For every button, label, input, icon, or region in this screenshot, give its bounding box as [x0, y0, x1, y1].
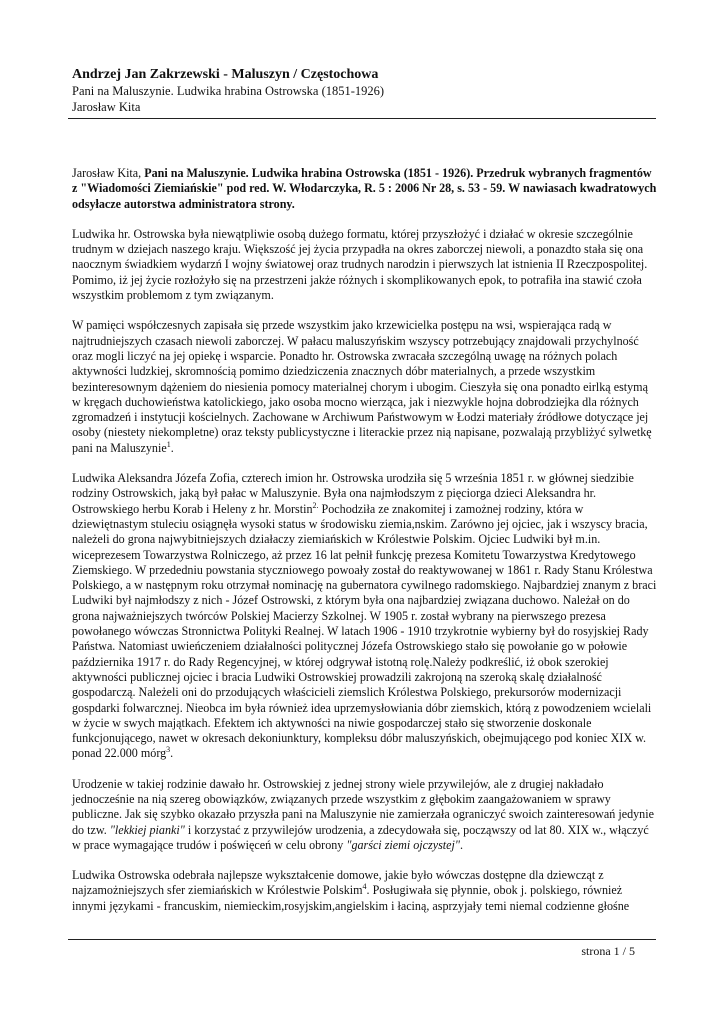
document-body	[72, 166, 658, 929]
paragraph-4-quote-2: "garści ziemi ojczystej"	[346, 837, 460, 852]
paragraph-4	[72, 777, 658, 853]
header-author: Jarosław Kita	[72, 100, 141, 114]
footnote-ref-1[interactable]: 1	[166, 439, 171, 449]
paragraph-4-text-b: i korzystać z przywilejów urodzenia, a zdecydowała się, począwszy od lat 80. XIX w., włączyć w prace wymagające trudów i poświęceń w celu obrony	[72, 822, 649, 852]
paragraph-5	[72, 868, 658, 914]
footer-divider	[68, 939, 656, 940]
paragraph-2-end: .	[170, 440, 174, 455]
paragraph-4-end: .	[459, 837, 463, 852]
header-subtitle: Pani na Maluszynie. Ludwika hrabina Ostrowska (1851-1926)	[72, 84, 385, 98]
paragraph-3-end: .	[170, 746, 174, 761]
paragraph-4-text-a: Urodzenie w takiej rodzinie dawało hr. Ostrowskiej z jednej strony wiele przywilejów, ale z drugiej nakładało jednocześnie na nią szereg obowiązków, związanych przede wszystkim z głębokim zaangażowaniem w sprawy publiczne. Jak się szybko okazało przyszła pani na Maluszynie nie zamierzała ograniczyć swoich zainteresowań jedynie do tzw.	[72, 776, 654, 837]
paragraph-3	[72, 471, 658, 762]
page-number: strona 1 / 5	[581, 944, 635, 958]
footnote-ref-2[interactable]: 2.	[312, 500, 319, 510]
document-header	[72, 66, 656, 115]
paragraph-5-text-b: . Posługiwała się płynnie, obok j. polskiego, również innymi językami - francuskim, niemieckim,rosyjskim,angielskim i łaciną, asprzyjały temi niemal codzienne głośne	[72, 883, 630, 913]
header-divider	[68, 118, 656, 119]
footnote-ref-4[interactable]: 4	[362, 882, 367, 892]
paragraph-1: Ludwika hr. Ostrowska była niewątpliwie osobą dużego formatu, której przyszłożyć i działać w okresie szczególnie trudnym w dziejach naszego kraju. Większość jej życia przypadła na okres zaborczej niewoli, a ponazdto stała się ona naocznym świadkiem wydarzń I wojny światowej oraz trudnych narodzin i pierwszych lat istnienia II Rzeczpospolitej. Pomimo, iż jej życie rozłożyło się na przestrzeni jakże różnych i skomplikowanych epok, to potrafiła ina stawić czoła wszystkim problemom z tym związanym.	[72, 226, 648, 303]
paragraph-2-text: W pamięci współczesnych zapisała się przede wszystkim jako krzewicielka postępu na wsi, wspierająca radą w najtrudniejszych czasach niewoli zaborczej. W pałacu maluszyńskim wszyscy potrzebujący znajdowali przychylność oraz mogli liczyć na jej opiekę i wsparcie. Ponadto hr. Ostrowska zwracała szczególną uwagę na różnych polach aktywności ludzkiej, skromnością pomimo dziedziczenia znacznych dóbr materialnych, a przede wszystkim bezinteresownym dążeniem do niesienia pomocy materialnej chorym i ubogim. Cieszyła się ona ponadto eirlką estymą w kręgach duchowieństwa katolickiego, jako osoba mocno wierząca, jak i niezwykle hojna dobrodziejka dla różnych zgromadzeń i instytucji kościelnych. Zachowane w Archiwum Państwowym w Łodzi materiały źródłowe dotyczące jej osoby (niestety niekompletne) oraz teksty publicystyczne i literackie przez nią napisane, pozwalają przybliżyć sylwetkę pani na Maluszynie	[72, 318, 652, 455]
intro-paragraph	[72, 166, 658, 212]
paragraph-3-text-a: Ludwika Aleksandra Józefa Zofia, czterech imion hr. Ostrowska urodziła się 5 września 1851 r. w głównej siedzibie rodziny Ostrowskich, jaką był pałac w Maluszynie. Była ona najmłodszym z pięciorga dzieci Aleksandra hr. Ostrowskiego herbu Korab i Heleny z hr. Morstin	[72, 471, 634, 516]
intro-author: Jarosław Kita,	[72, 166, 145, 180]
paragraph-2	[72, 318, 658, 456]
footnote-ref-3[interactable]: 3	[166, 745, 171, 755]
paragraph-3-text-b: Pochodziła ze znakomitej i zamożnej rodziny, która w dziewiętnastym stuleciu osiągnęła wysoki status w środowisku ziemia,nskim. Zarówno jej ojciec, jak i wszyscy bracia, należeli do grona najwybitniejszych działaczy ziemiańskich w Królestwie Polskim. Ojciec Ludwiki był m.in. wiceprezesem Towarzystwa Rolniczego, aż przez 16 lat pełnił funkcję prezesa Komitetu Towarzystwa Kredytowego Ziemskiego. W przededniu powstania styczniowego powoały został do reaktywowanej w 1861 r. Rady Stanu Królestwa Polskiego, a w następnym roku otrzymał nominację na gubernatora cywilnego radomskiego. Najbardziej znanym z braci Ludwiki był najmłodszy z nich - Józef Ostrowski, z którym była ona najbardziej związana duchowo. Należał on do grona najważniejszych twórców Polskiej Macierzy Szkolnej. W 1905 r. został wybrany na pierwszego prezesa powołanego wówczas Stronnictwa Polityki Realnej. W latach 1906 - 1910 trzykrotnie wybierny był do rosyjskiej Rady Państwa. Natomiast uwieńczeniem działalności politycznej Józefa Ostrowskiego stało się powołanie go w połowie października 1917 r. do Rady Regencyjnej, w której odgrywał istotną rolę.Należy podkreślić, iż obok szerokiej aktywności publicznej ojciec i bracia Ludwiki Ostrowskiej prowadzili zakrojoną na szeroką skalę działalność gospodarczą. Należeli oni do przodujących właścicieli ziemslich Królestwa Polskiego, prekursorów modernizacji gospdarki folwarcznej. Nieobca im była również idea uprzemysłowiania dóbr ziemskich, którą z powodzeniem wcielali w życie w swych majątkach. Efektem ich aktywności na niwie gospodarczej stało się stworzenie doskonale funkcjonującego, nawet w okresach dekoniunktury, kompleksu dóbr maluszyńskich, obejmującego pod koniec XIX w. ponad 22.000 mórg	[72, 501, 657, 761]
paragraph-5-text-a: Ludwika Ostrowska odebrała najlepsze wykształcenie domowe, jakie było wówczas dostępne dla dziewcząt z najzamożniejszych sfer ziemiańskich w Królestwie Polskim	[72, 868, 604, 898]
header-title: Andrzej Jan Zakrzewski - Maluszyn / Częstochowa	[72, 67, 379, 82]
paragraph-4-quote-1: "lekkiej pianki"	[109, 822, 185, 837]
intro-citation: Pani na Maluszynie. Ludwika hrabina Ostrowska (1851 - 1926). Przedruk wybranych fragmentów z "Wiadomości Ziemiańskie" pod red. W. Włodarczyka, R. 5 : 2006 Nr 28, s. 53 - 59. W nawiasach kwadratowych odsyłacze autorstwa administratora strony.	[72, 166, 657, 211]
